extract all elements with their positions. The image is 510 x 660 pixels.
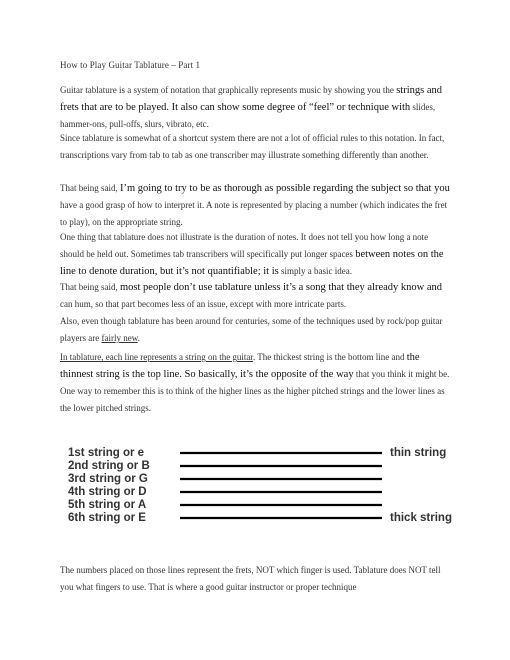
paragraph-text: slides, hammer-ons, pull-offs, slurs, vibrato, etc. xyxy=(60,102,436,129)
string-diagram xyxy=(60,440,460,530)
paragraph-history xyxy=(60,313,452,347)
paragraph-usage xyxy=(60,279,452,313)
string-label-5: 5th string or A xyxy=(68,499,147,511)
paragraph-text: between notes on the line to denote duration, but it’s not quantifiable; it is xyxy=(60,249,444,277)
paragraph-intro xyxy=(60,82,452,133)
paragraph-frets xyxy=(60,562,452,596)
paragraph-text: That being said, xyxy=(60,183,120,193)
paragraph-lines xyxy=(60,349,452,417)
paragraph-duration xyxy=(60,229,452,280)
paragraph-shortcut xyxy=(60,130,452,164)
string-label-1: 1st string or e xyxy=(68,447,145,459)
paragraph-text: That being said, xyxy=(60,282,120,292)
paragraph-text: Guitar tablature is a system of notation that graphically represents music by showing you the xyxy=(60,85,397,95)
thin-string-label: thin string xyxy=(390,447,447,459)
paragraph-text: can hum, so that part becomes less of an issue, except with more intricate parts. xyxy=(60,299,347,309)
paragraph-text: . xyxy=(137,333,140,343)
paragraph-text: the thinnest string is the top line. So basically, it’s the opposite of the way xyxy=(60,352,420,380)
paragraph-text: have a good grasp of how to interpret it. A note is represented by placing a number (which indicates the fret to play), on the appropriate string. xyxy=(60,200,448,227)
paragraph-text: Also, even though tablature has been around for centuries, some of the techniques used by rock/pop guitar players are xyxy=(60,316,443,343)
paragraph-text: I’m going to try to be as thorough as possible regarding the subject so that you xyxy=(120,183,450,194)
thick-string-label: thick string xyxy=(390,512,452,524)
string-label-4: 4th string or D xyxy=(68,486,147,498)
tablature-lines-link[interactable]: In tablature, each line represents a string on the guitar xyxy=(60,352,253,362)
string-label-3: 3rd string or G xyxy=(68,473,148,485)
paragraph-text: One thing that tablature does not illustrate is the duration of notes. It does not tell you how long a note should be held out. Sometimes tab transcribers will specifically put longer spaces xyxy=(60,232,429,259)
paragraph-text: strings and frets that are to be played. It also can show some degree of “feel” or technique with xyxy=(60,85,442,113)
paragraph-text: simply a basic idea. xyxy=(278,266,352,276)
fairly-new-link[interactable]: fairly new xyxy=(101,333,138,343)
paragraph-text: that you think it might be. One way to remember this is to think of the higher lines as the higher pitched strings and the lower lines as the lower pitched strings. xyxy=(60,369,450,413)
string-label-2: 2nd string or B xyxy=(68,460,150,472)
paragraph-text: The numbers placed on those lines represent the frets, NOT which finger is used. Tablature does NOT tell you what fingers to use. That is where a good guitar instructor or proper technique xyxy=(60,565,441,592)
paragraph-text: most people don’t use tablature unless it’s a song that they already know and xyxy=(120,282,443,293)
document-title: How to Play Guitar Tablature – Part 1 xyxy=(60,60,201,70)
paragraph-text: Since tablature is somewhat of a shortcut system there are not a lot of official rules to this notation. In fact, transcriptions vary from tab to tab as one transcriber may illustrate something differently than another. xyxy=(60,133,445,160)
paragraph-interpret xyxy=(60,180,452,231)
string-label-6: 6th string or E xyxy=(68,512,146,524)
paragraph-text: . The thickest string is the bottom line and xyxy=(252,352,407,362)
